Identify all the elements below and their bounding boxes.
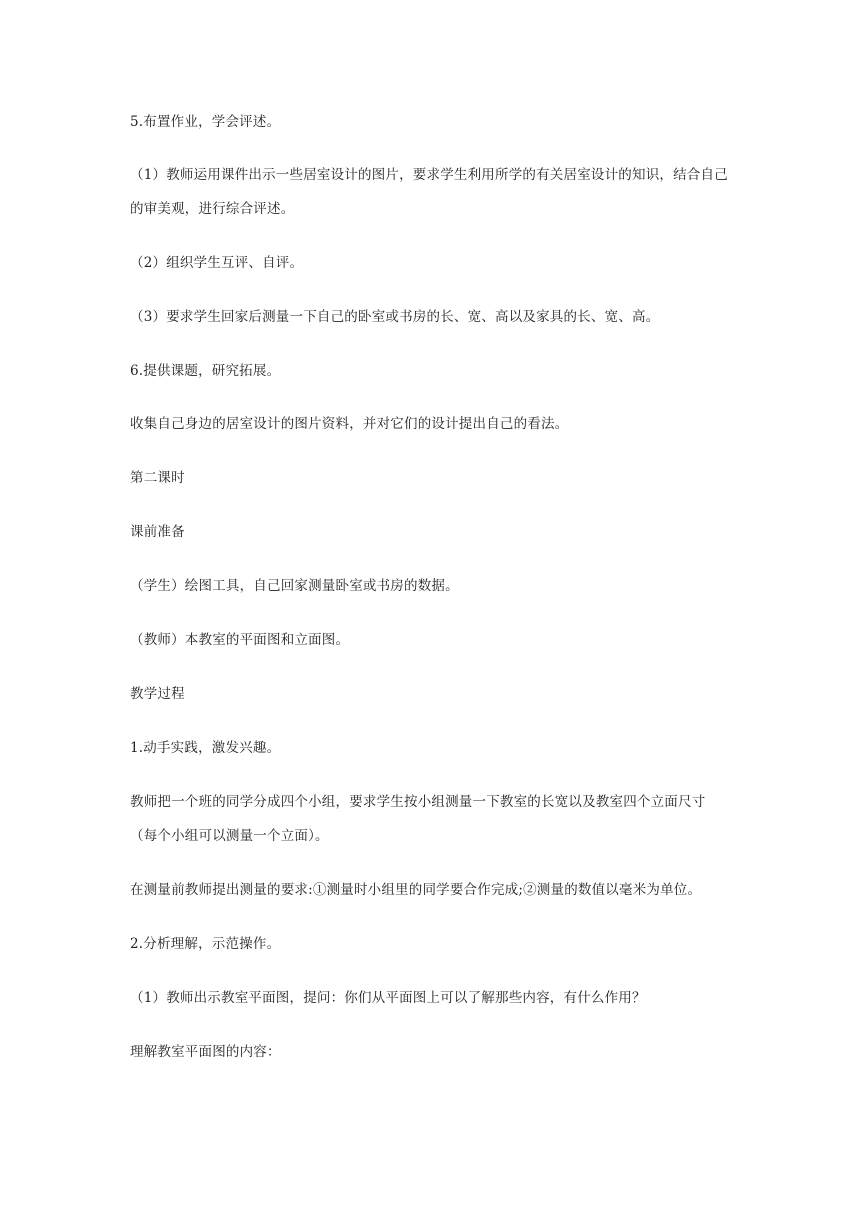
paragraph-measurement-requirements: 在测量前教师提出测量的要求:①测量时小组里的同学要合作完成;②测量的数值以毫米为单位。 xyxy=(130,882,702,898)
paragraph-floor-plan-content: 理解教室平面图的内容： xyxy=(130,1044,281,1060)
paragraph-step-1-heading: 1.动手实践，激发兴趣。 xyxy=(130,740,281,756)
paragraph-process-heading: 教学过程 xyxy=(130,686,185,702)
paragraph-extension-heading: 6.提供课题，研究拓展。 xyxy=(130,363,281,379)
paragraph-homework-item-1: （1）教师运用课件出示一些居室设计的图片，要求学生利用所学的有关居室设计的知识，结合自己的审美观，进行综合评述。 xyxy=(130,167,728,217)
paragraph-extension-body: 收集自己身边的居室设计的图片资料，并对它们的设计提出自己的看法。 xyxy=(130,416,569,432)
paragraph-homework-item-2: （2）组织学生互评、自评。 xyxy=(130,255,304,271)
paragraph-preparation-teacher: （教师）本教室的平面图和立面图。 xyxy=(130,632,350,648)
paragraph-step-1-body: 教师把一个班的同学分成四个小组，要求学生按小组测量一下教室的长宽以及教室四个立面尺寸（每个小组可以测量一个立面）。 xyxy=(130,794,706,844)
paragraph-step-2-item-1: （1）教师出示教室平面图，提问：你们从平面图上可以了解那些内容，有什么作用？ xyxy=(130,990,646,1006)
paragraph-preparation-students: （学生）绘图工具，自己回家测量卧室或书房的数据。 xyxy=(130,578,459,594)
paragraph-preparation-heading: 课前准备 xyxy=(130,524,185,540)
paragraph-step-2-heading: 2.分析理解，示范操作。 xyxy=(130,936,281,952)
paragraph-second-lesson: 第二课时 xyxy=(130,470,185,486)
paragraph-homework-item-3: （3）要求学生回家后测量一下自己的卧室或书房的长、宽、高以及家具的长、宽、高。 xyxy=(130,309,660,325)
paragraph-homework-heading: 5.布置作业，学会评述。 xyxy=(130,114,281,130)
